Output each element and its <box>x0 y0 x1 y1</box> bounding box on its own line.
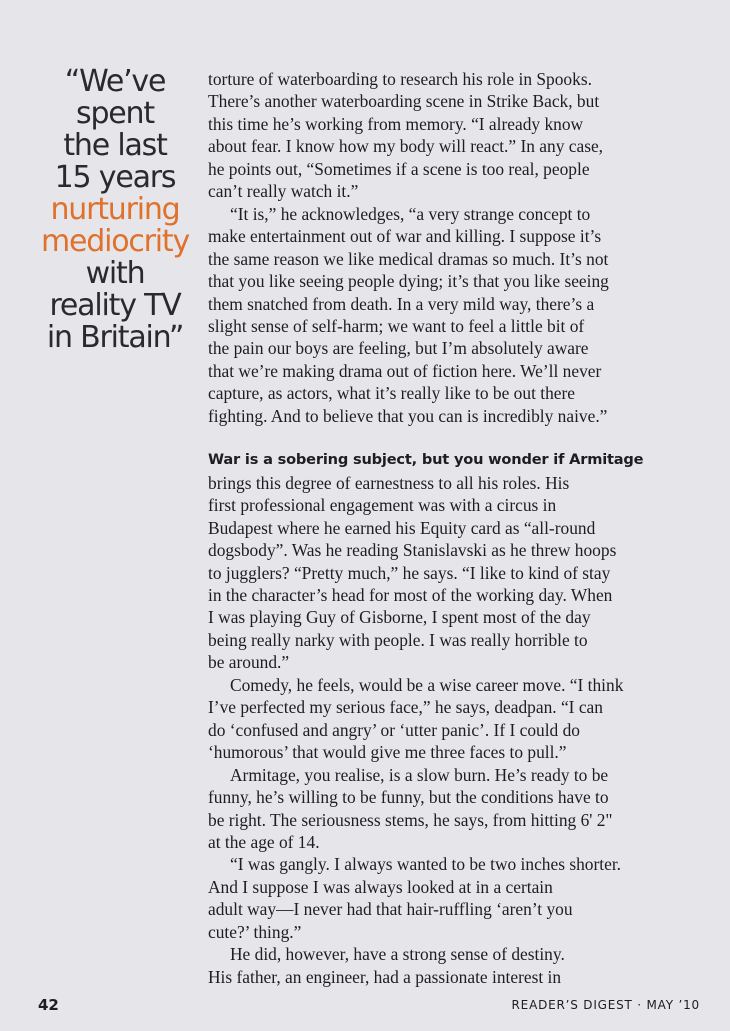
text-line: first professional engagement was with a circus in <box>208 495 557 516</box>
text-line: to jugglers? “Pretty much,” he says. “I like to kind of stay <box>208 562 611 583</box>
text-line: be around.” <box>208 652 290 673</box>
pull-quote-line: nurturing <box>50 192 180 227</box>
text-line: And I suppose I was always looked at in a certain <box>208 876 553 897</box>
pull-quote-line: mediocrity <box>40 224 190 259</box>
text-line: There’s another waterboarding scene in Strike Back, but <box>208 91 600 112</box>
article-body <box>208 68 708 988</box>
pull-quote-line: the last <box>63 128 167 163</box>
pull-quote-line: “We’ve <box>64 64 166 99</box>
text-line: at the age of 14. <box>208 831 320 852</box>
text-line: I’ve perfected my serious face,” he says, deadpan. “I can <box>208 697 603 718</box>
text-line: adult way—I never had that hair-ruffling ‘aren’t you <box>208 899 573 920</box>
text-line: the pain our boys are feeling, but I’m absolutely aware <box>208 338 589 359</box>
article-paragraph <box>208 449 708 674</box>
pull-quote-line: 15 years <box>54 160 176 195</box>
text-line: capture, as actors, what it’s really like to be out there <box>208 383 576 404</box>
article-paragraph <box>208 853 708 943</box>
text-line: slight sense of self-harm; we want to feel a little bit of <box>208 315 585 336</box>
text-line: in the character’s head for most of the working day. When <box>208 584 613 605</box>
publication-date-label: READER’S DIGEST · MAY ’10 <box>511 998 700 1012</box>
text-line: can’t really watch it.” <box>208 181 359 202</box>
pull-quote-line: with <box>85 256 145 291</box>
pull-quote-line: reality TV <box>49 288 181 323</box>
text-line: the same reason we like medical dramas so much. It’s not <box>208 248 609 269</box>
text-line: Comedy, he feels, would be a wise career move. “I think <box>230 674 624 695</box>
article-paragraph <box>208 203 708 428</box>
text-line: dogsbody”. Was he reading Stanislavski as he threw hoops <box>208 540 617 561</box>
text-line: about fear. I know how my body will react.” In any case, <box>208 136 604 157</box>
article-paragraph <box>208 68 708 203</box>
section-lead-in: War is a sobering subject, but you wonder if Armitage <box>208 451 644 469</box>
text-line: make entertainment out of war and killing. I suppose it’s <box>208 226 602 247</box>
text-line: I was playing Guy of Gisborne, I spent most of the day <box>208 607 591 628</box>
text-line: be right. The seriousness stems, he says, from hitting 6' 2" <box>208 809 613 830</box>
pull-quote-line: spent <box>76 96 154 131</box>
article-paragraph <box>208 943 708 988</box>
text-line: cute?’ thing.” <box>208 921 302 942</box>
text-line: this time he’s working from memory. “I already know <box>208 113 584 134</box>
text-line: “I was gangly. I always wanted to be two inches shorter. <box>230 854 622 875</box>
text-line: being really narky with people. I was really horrible to <box>208 629 588 650</box>
article-paragraph <box>208 674 708 764</box>
pull-quote <box>30 66 200 354</box>
text-line: Budapest where he earned his Equity card as “all-round <box>208 517 596 538</box>
text-line: that you like seeing people dying; it’s that you like seeing <box>208 271 609 292</box>
text-line: “It is,” he acknowledges, “a very strange concept to <box>230 203 591 224</box>
page-footer <box>0 996 730 1016</box>
page-number: 42 <box>38 996 59 1014</box>
text-line: funny, he’s willing to be funny, but the conditions have to <box>208 787 609 808</box>
text-line: them snatched from death. In a very mild way, there’s a <box>208 293 595 314</box>
text-line: do ‘confused and angry’ or ‘utter panic’. If I could do <box>208 719 580 740</box>
section-break <box>208 427 708 449</box>
text-line: that we’re making drama out of fiction here. We’ll never <box>208 360 602 381</box>
text-line: His father, an engineer, had a passionate interest in <box>208 966 562 987</box>
text-line: ‘humorous’ that would give me three faces to pull.” <box>208 742 567 763</box>
pull-quote-line: in Britain” <box>46 320 184 355</box>
text-line: brings this degree of earnestness to all his roles. His <box>208 472 570 493</box>
text-line: torture of waterboarding to research his role in Spooks. <box>208 69 592 89</box>
text-line: he points out, “Sometimes if a scene is too real, people <box>208 158 590 179</box>
text-line: He did, however, have a strong sense of destiny. <box>230 944 565 965</box>
text-line: Armitage, you realise, is a slow burn. He’s ready to be <box>230 764 609 785</box>
text-line: fighting. And to believe that you can is incredibly naive.” <box>208 405 608 426</box>
article-paragraph <box>208 764 708 854</box>
